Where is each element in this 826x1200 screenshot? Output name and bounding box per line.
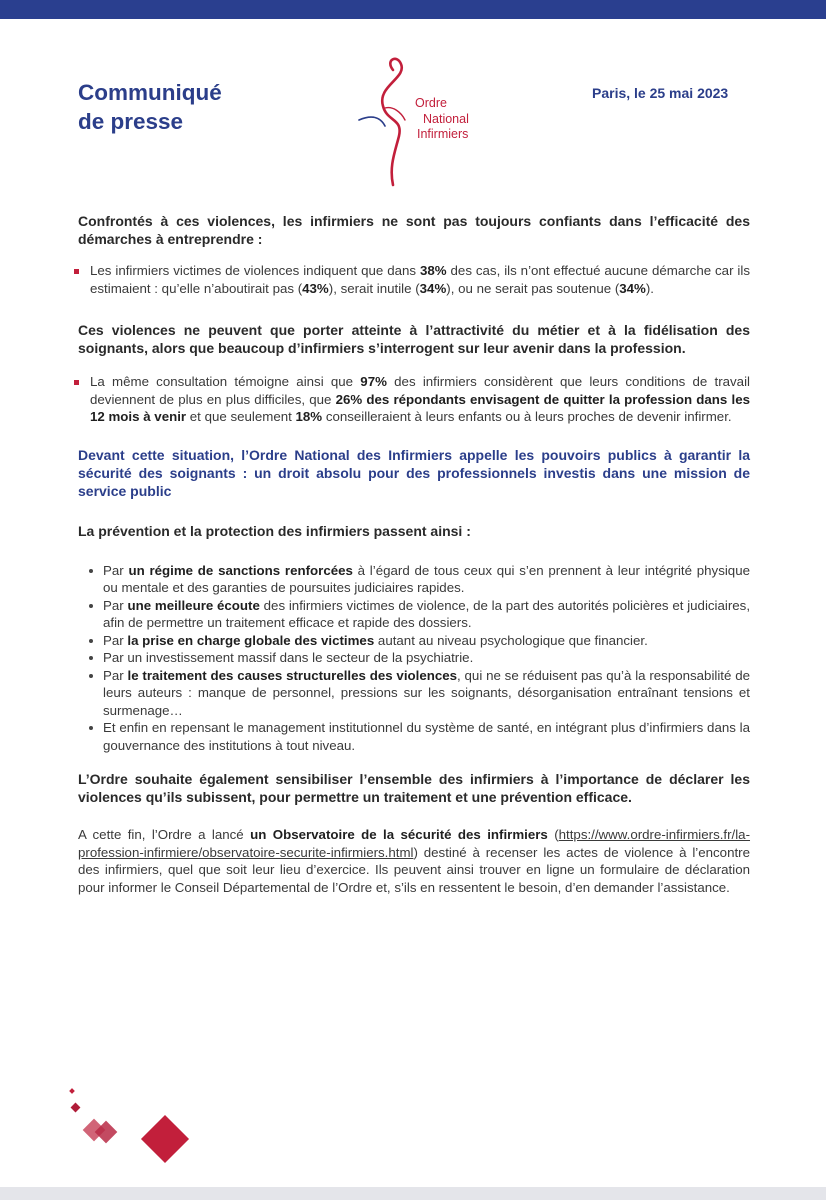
top-bar xyxy=(0,0,826,19)
bottom-bar xyxy=(0,1187,826,1200)
section-5-heading: L’Ordre souhaite également sensibiliser l’ensemble des infirmiers à l’importance de déclarer les violences qu’ils subissent, pour permettre un traitement et une prévention efficace. xyxy=(78,771,750,805)
text-run: à l’égard de tous ceux qui s’en prennent à leur intégrité physique ou mentale et des garanties de poursuites judiciaires rapides. xyxy=(103,562,750,595)
text-run: autant au niveau psychologique que financier. xyxy=(374,632,648,648)
page-title xyxy=(78,78,222,136)
press-release-body xyxy=(78,212,750,896)
section-3-heading: Devant cette situation, l’Ordre National des Infirmiers appelle les pouvoirs publics à garantir la sécurité des soignants : un droit absolu pour des professionnels investis dans une mission de service public xyxy=(78,446,750,499)
text-run: Par xyxy=(103,597,128,613)
title-line-1: Communiqué xyxy=(78,80,222,105)
press-release-date: Paris, le 25 mai 2023 xyxy=(592,85,729,101)
bullet-dot-icon xyxy=(89,569,93,573)
red-bullet-icon xyxy=(74,380,79,385)
list-item xyxy=(78,719,750,754)
key-phrase: une meilleure écoute xyxy=(127,597,260,613)
logo-line-3: Infirmiers xyxy=(417,127,469,141)
text-run: , qui ne se réduisent pas qu’à la responsabilité de leurs auteurs : manque de personnel, pressions sur les soignants, désorganisation entraînant tensions et surmenage… xyxy=(103,667,750,718)
text-run: Par xyxy=(103,667,128,683)
list-item xyxy=(78,562,750,597)
list-item xyxy=(78,667,750,720)
text-run: ( xyxy=(547,827,559,842)
section-1-bullet-text xyxy=(78,262,750,297)
text-run: Par xyxy=(103,562,129,578)
text-run: A cette fin, l’Ordre a lancé xyxy=(78,827,251,842)
text-run: et que seulement xyxy=(186,409,296,424)
key-phrase: un Observatoire de la sécurité des infirmiers xyxy=(250,827,548,842)
section-2-bullet-text xyxy=(78,373,750,426)
section-1-heading: Confrontés à ces violences, les infirmiers ne sont pas toujours confiants dans l’efficacité des démarches à entreprendre : xyxy=(78,213,750,247)
key-phrase: la prise en charge globale des victimes xyxy=(127,632,375,648)
stat-26: 26% des répondants envisagent de quitter la profession dans les 12 mois à venir xyxy=(90,391,750,424)
ordre-national-infirmiers-logo xyxy=(355,48,485,193)
key-phrase: le traitement des causes structurelles des violences xyxy=(127,667,458,683)
text-run: ), ou ne serait pas soutenue ( xyxy=(446,280,620,296)
text-run: Par xyxy=(103,632,128,648)
text-run: des infirmiers victimes de violence, de la part des autorités policières et judiciaires, afin de permettre un traitement efficace et rapide des dossiers. xyxy=(103,597,751,630)
text-run: des cas, ils n’ont effectué aucune démarche car ils estimaient : qu’elle n’aboutirait pas ( xyxy=(90,263,750,296)
section-1-bullet xyxy=(78,262,750,297)
logo-line-1: Ordre xyxy=(415,96,447,110)
bullet-dot-icon xyxy=(89,639,93,643)
red-bullet-icon xyxy=(74,269,79,274)
text-run: ), serait inutile ( xyxy=(328,280,420,296)
stat-18: 18% xyxy=(295,409,323,424)
text-run: conseilleraient à leurs enfants ou à leurs proches de devenir infirmer. xyxy=(322,409,732,424)
bullet-dot-icon xyxy=(89,674,93,678)
stat-34a: 34% xyxy=(419,280,447,296)
bullet-dot-icon xyxy=(89,656,93,660)
stat-38: 38% xyxy=(419,263,447,278)
text-run: La même consultation témoigne ainsi que xyxy=(90,374,361,389)
list-item xyxy=(78,632,750,650)
key-phrase: un régime de sanctions renforcées xyxy=(128,562,353,578)
list-item xyxy=(78,649,750,667)
deco-square-large xyxy=(141,1115,189,1163)
bullet-dot-icon xyxy=(89,726,93,730)
text-run: Les infirmiers victimes de violences indiquent que dans xyxy=(90,263,420,278)
prevention-list xyxy=(78,562,750,755)
logo-wordmark xyxy=(415,96,469,143)
section-2-heading: Ces violences ne peuvent que porter atteinte à l’attractivité du métier et à la fidélisation des soignants, alors que beaucoup d’infirmiers s’interrogent sur leur avenir dans la profession. xyxy=(78,322,750,356)
text-run: Et enfin en repensant le management institutionnel du système de santé, en intégrant plus d’infirmiers dans la gouvernance des institutions à tout niveau. xyxy=(103,720,750,753)
text-run: ). xyxy=(645,280,654,296)
text-run: ) destiné à recenser les actes de violence à l’encontre des infirmiers, quel que soit leur lieu d’exercice. Ils peuvent ainsi trouver en ligne un formulaire de déclaration pour informer le Conseil Départemental de l’Ordre et, s’ils en ressentent le besoin, d’en demander l’assistance. xyxy=(78,844,750,895)
section-4-heading: La prévention et la protection des infirmiers passent ainsi : xyxy=(78,522,471,539)
logo-line-2: National xyxy=(423,111,469,126)
stat-97: 97% xyxy=(360,374,387,389)
observatoire-paragraph xyxy=(78,826,750,896)
observatoire-link[interactable]: https://www.ordre-infirmiers.fr/la-profession-infirmiere/observatoire-securite-infirmiers.html xyxy=(78,827,751,860)
stat-34b: 34% xyxy=(619,280,646,296)
stat-43: 43% xyxy=(302,280,329,296)
title-line-2: de presse xyxy=(78,109,184,134)
decorative-squares xyxy=(60,1082,200,1172)
list-item xyxy=(78,597,750,632)
text-run: des infirmiers considèrent que leurs conditions de travail deviennent de plus en plus difficiles, que xyxy=(90,374,750,407)
bullet-dot-icon xyxy=(89,604,93,608)
deco-square-small xyxy=(71,1103,81,1113)
section-2-bullet xyxy=(78,373,750,426)
deco-square-tiny xyxy=(69,1088,75,1094)
text-run: Par un investissement massif dans le secteur de la psychiatrie. xyxy=(103,650,474,665)
